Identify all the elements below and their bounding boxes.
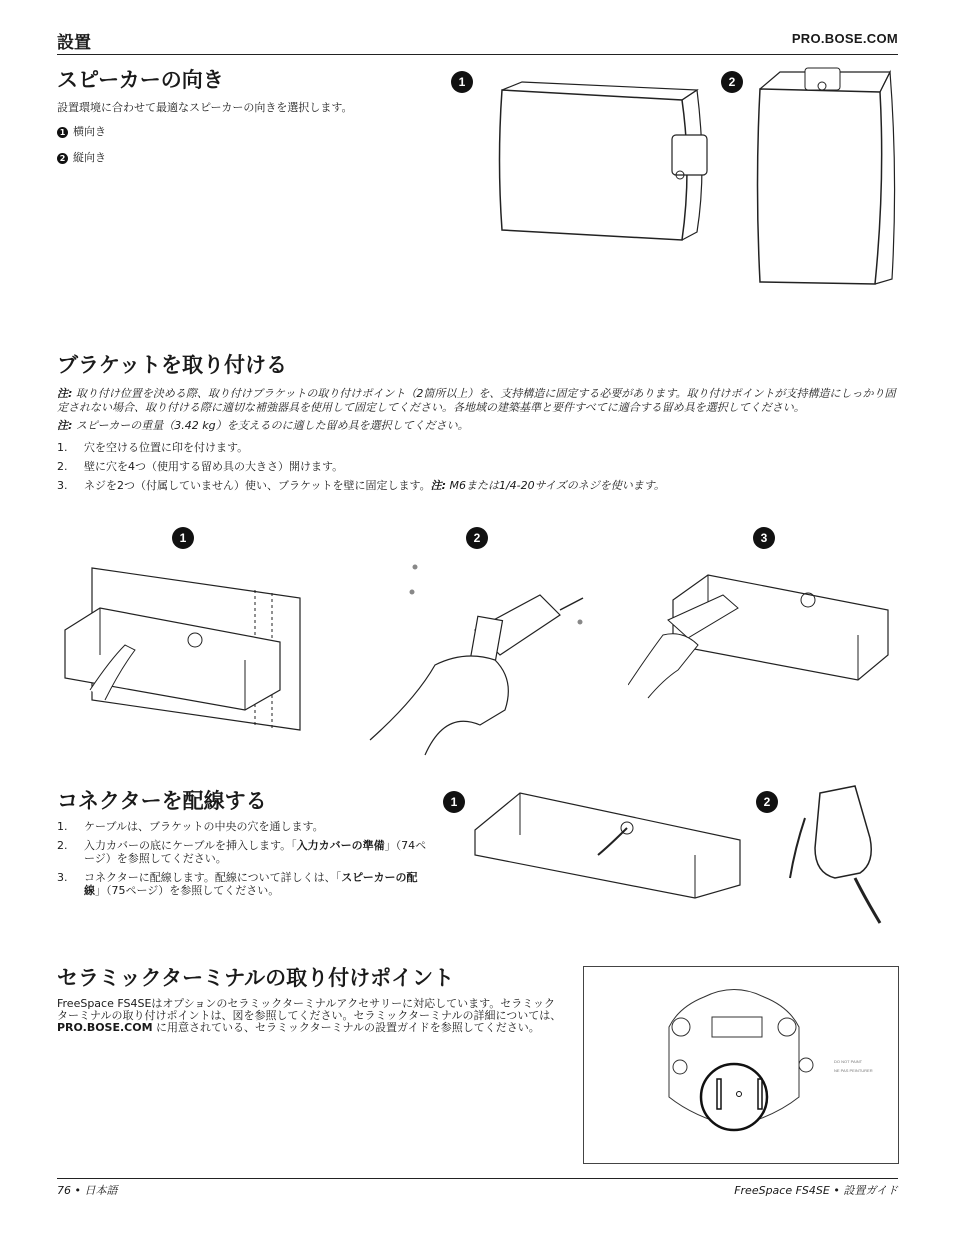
step-number: 1. [57, 820, 68, 833]
speaker-landscape-illustration [482, 80, 722, 245]
site-url: PRO.BOSE.COM [791, 31, 898, 46]
speaker-back-diagram [584, 967, 898, 1163]
orientation-item-label: 横向き [73, 125, 106, 138]
ceramic-title: セラミックターミナルの取り付けポイント [57, 966, 455, 990]
ceramic-description [57, 998, 562, 1034]
step-number: 1. [57, 441, 68, 454]
footer-rule [57, 1178, 898, 1179]
step-text: ケーブルは、ブラケットの中央の穴を通します。 [84, 820, 324, 833]
number-badge: 2 [57, 153, 68, 164]
list-item [57, 839, 427, 865]
step-text: コネクターに配線します。配線について詳しくは、「 [84, 871, 342, 884]
do-not-paint-label: DO NOT PAINT [834, 1059, 863, 1064]
step-text: 」（74ページ）を参照してください。 [84, 839, 427, 865]
step-number: 2. [57, 839, 68, 852]
bracket-title: ブラケットを取り付ける [57, 353, 287, 377]
note-text: M6または1/4-20サイズのネジを使います。 [449, 479, 665, 492]
input-cover-illustration [780, 778, 900, 928]
bracket-steps [57, 441, 897, 498]
website-link: PRO.BOSE.COM [57, 1021, 153, 1034]
figure-badge-2: 2 [466, 527, 488, 549]
page-number: 76 • 日本語 [57, 1184, 118, 1197]
bracket-marking-illustration [60, 560, 310, 735]
document-title: FreeSpace FS4SE • 設置ガイド [734, 1184, 898, 1197]
step-number: 3. [57, 479, 68, 492]
bracket-screwing-illustration [628, 560, 893, 700]
orientation-item-portrait [57, 151, 106, 165]
paragraph-text: FreeSpace FS4SEはオプションのセラミックターミナルアクセサリーに対応しています。セラミックターミナルの取り付けポイントは、図を参照してください。セラミックターミナルの詳細については、 [57, 997, 562, 1022]
drill-illustration [365, 560, 595, 760]
note-label: 注: [430, 479, 446, 492]
figure-badge-2: 2 [721, 71, 743, 93]
header-rule [57, 54, 898, 55]
figure-badge-2: 2 [756, 791, 778, 813]
list-item [57, 441, 897, 454]
list-item [57, 820, 427, 833]
note-label: 注: [57, 419, 73, 432]
bracket-note-2 [57, 419, 897, 433]
note-text: スピーカーの重量（3.42 kg）を支えるのに適した留め具を選択してください。 [75, 419, 469, 432]
step-text: 入力カバーの底にケーブルを挿入します。「 [84, 839, 297, 852]
orientation-item-label: 縦向き [73, 151, 106, 164]
figure-badge-1: 1 [172, 527, 194, 549]
paragraph-text: に用意されている、セラミックターミナルの設置ガイドを参照してください。 [152, 1021, 540, 1034]
speaker-portrait-illustration [750, 64, 900, 289]
step-text: 穴を空ける位置に印を付けます。 [84, 441, 249, 454]
bracket-note-1 [57, 387, 897, 415]
ne-pas-peinturer-label: NE PAS PEINTURER [834, 1068, 873, 1073]
orientation-item-landscape [57, 125, 106, 139]
step-text: 壁に穴を4つ（使用する留め具の大きさ）開けます。 [84, 460, 344, 473]
figure-badge-1: 1 [451, 71, 473, 93]
bracket-cable-illustration [470, 785, 745, 900]
figure-badge-1: 1 [443, 791, 465, 813]
list-item [57, 460, 897, 473]
list-item [57, 479, 897, 492]
wiring-title: コネクターを配線する [57, 789, 267, 813]
ceramic-terminal-figure [583, 966, 899, 1164]
section-title: 設置 [57, 33, 91, 53]
number-badge: 1 [57, 127, 68, 138]
note-text: 取り付け位置を決める際、取り付けブラケットの取り付けポイント（2箇所以上）を、支持構造に固定する必要があります。取り付けポイントが支持構造にしっかり固定されない場合、取り付ける際に適切な補強器具を使用して固定してください。各地域の建築基準と要件すべてに適合する留め具を選択してください。 [57, 387, 896, 414]
note-label: 注: [57, 387, 73, 400]
orientation-intro: 設置環境に合わせて最適なスピーカーの向きを選択します。 [57, 101, 353, 114]
list-item [57, 871, 427, 897]
step-number: 2. [57, 460, 68, 473]
orientation-title: スピーカーの向き [57, 68, 224, 92]
cross-reference: 入力カバーの準備 [296, 839, 385, 852]
figure-badge-3: 3 [753, 527, 775, 549]
wiring-steps [57, 820, 427, 903]
cross-reference: スピーカーの配線 [84, 871, 418, 897]
step-number: 3. [57, 871, 68, 884]
step-text: 」（75ページ）を参照してください。 [95, 884, 280, 897]
step-text: ネジを2つ（付属していません）使い、ブラケットを壁に固定します。 [84, 479, 431, 492]
